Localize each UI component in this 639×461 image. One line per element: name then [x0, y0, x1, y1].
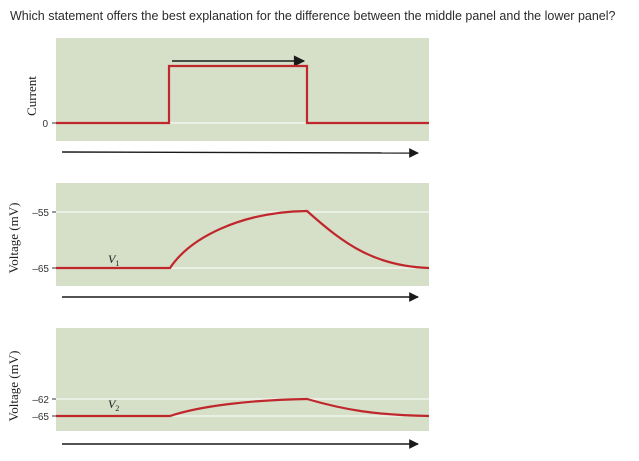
- middle-tick-label-upper: –55: [32, 208, 49, 219]
- trace-label-v2: $V_2$: [108, 397, 120, 413]
- middle-panel-background: [56, 183, 429, 286]
- current-panel: [52, 38, 429, 153]
- bottom-axis-title: Voltage (mV): [6, 350, 21, 422]
- current-panel-background: [56, 38, 429, 141]
- middle-axis-title: Voltage (mV): [6, 202, 21, 274]
- bottom-tick-label-upper: –62: [32, 395, 49, 406]
- voltage-panel-middle: [52, 183, 429, 297]
- middle-tick-label-lower: –65: [32, 264, 49, 275]
- question-text: Which statement offers the best explanation for the difference between the middle panel and the lower panel?: [10, 9, 616, 23]
- trace-label-v1: $V_1$: [108, 252, 120, 268]
- time-axis-arrow: [62, 152, 418, 153]
- bottom-tick-label-lower: –65: [32, 412, 49, 423]
- voltage-panel-bottom: [52, 328, 429, 444]
- current-zero-label: 0: [42, 119, 48, 130]
- current-axis-title: Current: [24, 76, 39, 116]
